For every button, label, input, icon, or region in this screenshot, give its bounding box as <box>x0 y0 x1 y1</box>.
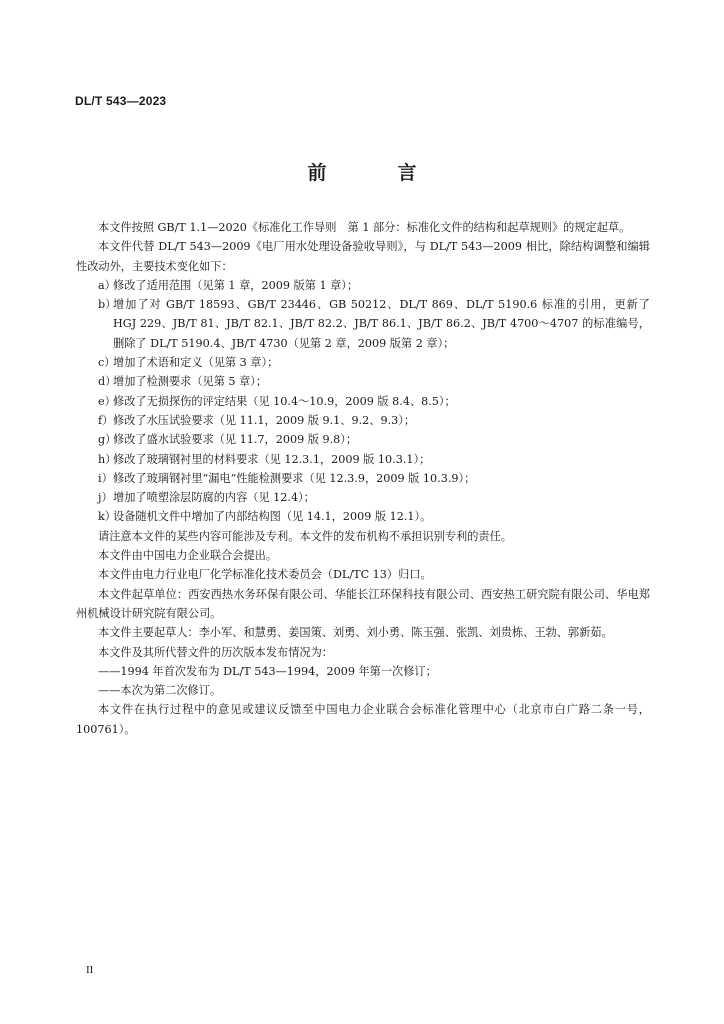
list-marker: d） <box>98 375 117 389</box>
list-item-text: 增加了检测要求（见第 5 章）； <box>113 375 268 389</box>
list-marker: g） <box>98 433 117 447</box>
list-item-text: 修改了无损探伤的评定结果（见 10.4～10.9，2009 版 8.4、8.5）； <box>113 394 456 408</box>
list-item <box>76 372 650 391</box>
list-item-text: 修改了水压试验要求（见 11.1，2009 版 9.1、9.2、9.3）； <box>113 413 416 427</box>
list-item-text: 修改了玻璃钢衬里“漏电”性能检测要求（见 12.3.9，2009 版 10.3.9）； <box>113 471 476 485</box>
page-number: II <box>86 964 94 976</box>
paragraph: 本文件及其所代替文件的历次版本发布情况为： <box>98 645 333 659</box>
paragraph: 本文件主要起草人：李小军、和慧勇、姜国策、刘勇、刘小勇、陈玉强、张凯、刘贵栋、王勃、郭新茹。 <box>98 626 613 640</box>
list-item-text: 增加了对 GB/T 18593、GB/T 23446、GB 50212、DL/T 869、DL/T 5190.6 标准的引用，更新了 HGJ 229、JB/T 81、JB/T 82.1、JB/T 82.2、JB/T 86.1、JB/T 86.2、JB/T 4700～4707 的标准编号，删除了 DL/T 5190.4、JB/T 4730（见第 2 章，2009 版第 2 章）； <box>113 298 650 350</box>
list-marker: e） <box>98 394 116 408</box>
paragraph: 本文件在执行过程中的意见或建议反馈至中国电力企业联合会标准化管理中心（北京市白广路二条一号，100761）。 <box>76 703 650 736</box>
list-item <box>76 276 650 295</box>
list-item <box>76 430 650 449</box>
paragraph: 本文件按照 GB/T 1.1—2020《标准化工作导则 第 1 部分：标准化文件的结构和起草规则》的规定起草。 <box>98 221 631 234</box>
list-marker: c） <box>98 356 116 370</box>
document-code: DL/T 543—2023 <box>75 94 167 108</box>
list-item-text: 修改了盛水试验要求（见 11.7，2009 版 9.8）； <box>113 433 358 447</box>
paragraph: 本文件由中国电力企业联合会提出。 <box>98 549 278 563</box>
list-item <box>76 488 650 507</box>
paragraph: ——本次为第二次修订。 <box>98 684 222 698</box>
list-item <box>76 411 650 430</box>
paragraph: ——1994 年首次发布为 DL/T 543—1994，2009 年第一次修订； <box>98 664 437 678</box>
paragraph: 本文件由电力行业电厂化学标准化技术委员会（DL/TC 13）归口。 <box>98 568 432 582</box>
list-marker: a） <box>98 278 116 292</box>
list-item <box>76 353 650 372</box>
list-item <box>76 392 650 411</box>
list-item <box>76 450 650 469</box>
list-marker: h） <box>98 452 117 466</box>
list-item <box>76 295 650 353</box>
list-marker: i） <box>98 471 113 485</box>
list-item <box>76 507 650 526</box>
paragraph: 请注意本文件的某些内容可能涉及专利。本文件的发布机构不承担识别专利的责任。 <box>98 529 512 543</box>
paragraph: 本文件起草单位：西安西热水务环保有限公司、华能长江环保科技有限公司、西安热工研究院有限公司、华电郑州机械设计研究院有限公司。 <box>76 587 650 620</box>
paragraph: 本文件代替 DL/T 543—2009《电厂用水处理设备验收导则》，与 DL/T 543—2009 相比，除结构调整和编辑性改动外，主要技术变化如下： <box>76 240 650 273</box>
list-item-text: 修改了玻璃钢衬里的材料要求（见 12.3.1，2009 版 10.3.1）； <box>113 452 431 466</box>
foreword-body <box>76 218 650 739</box>
list-marker: j） <box>98 491 113 505</box>
page-title: 前 言 <box>307 162 443 184</box>
list-marker: f） <box>98 413 114 427</box>
list-item-text: 设备随机文件中增加了内部结构图（见 14.1，2009 版 12.1）。 <box>113 510 432 524</box>
list-item <box>76 469 650 488</box>
list-marker: k） <box>98 510 116 524</box>
list-item-text: 增加了喷塑涂层防腐的内容（见 12.4）； <box>113 491 315 505</box>
list-marker: b） <box>98 298 117 312</box>
list-item-text: 修改了适用范围（见第 1 章，2009 版第 1 章）； <box>113 278 359 292</box>
list-item-text: 增加了术语和定义（见第 3 章）； <box>113 356 279 370</box>
